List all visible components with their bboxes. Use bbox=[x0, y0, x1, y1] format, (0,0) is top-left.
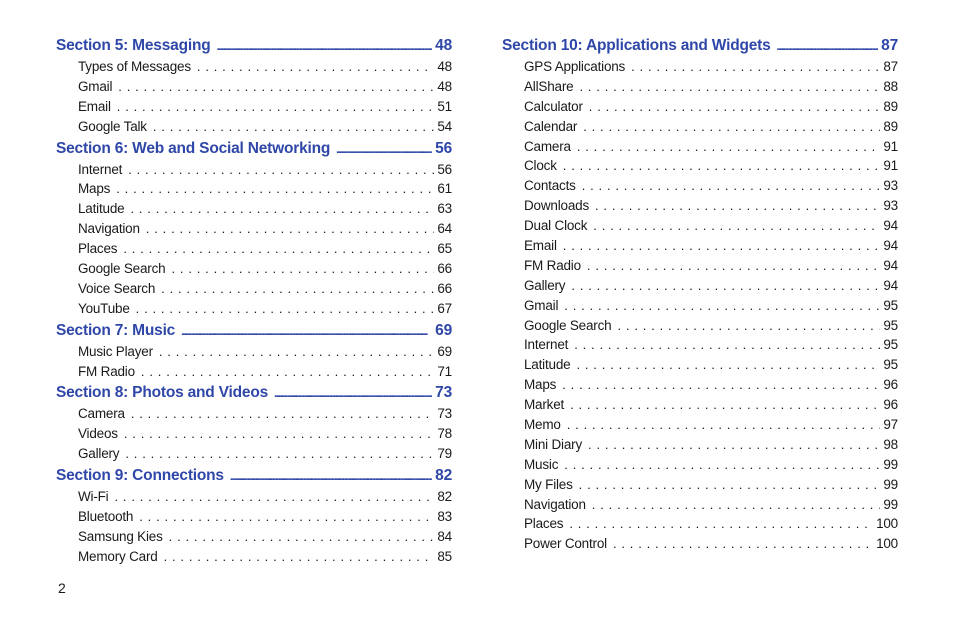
toc-entry-clock[interactable] bbox=[502, 156, 898, 176]
toc-entry-gallery[interactable] bbox=[56, 444, 452, 464]
dot-leader bbox=[570, 395, 880, 415]
entry-page-number: 83 bbox=[437, 509, 452, 525]
dot-leader bbox=[116, 179, 434, 199]
entry-title: YouTube bbox=[78, 300, 130, 316]
toc-entry-gps-applications[interactable] bbox=[502, 57, 898, 77]
toc-entry-mini-diary[interactable] bbox=[502, 435, 898, 455]
dot-leader bbox=[588, 435, 880, 455]
entry-title: Wi-Fi bbox=[78, 489, 109, 505]
entry-page-number: 99 bbox=[883, 476, 898, 492]
entry-page-number: 100 bbox=[876, 516, 898, 532]
entry-page-number: 71 bbox=[437, 363, 452, 379]
dot-leader bbox=[563, 236, 881, 256]
section-page-number: 82 bbox=[435, 467, 452, 485]
dot-leader bbox=[579, 77, 880, 97]
section-title: Section 10: Applications and Widgets bbox=[502, 37, 771, 54]
dot-leader bbox=[197, 57, 434, 77]
dot-leader bbox=[139, 507, 434, 527]
dot-leader bbox=[576, 355, 880, 375]
dot-leader bbox=[582, 176, 881, 196]
toc-entry-allshare[interactable] bbox=[502, 77, 898, 97]
entry-title: Music bbox=[524, 456, 559, 472]
dot-leader bbox=[613, 534, 873, 554]
entry-page-number: 94 bbox=[883, 238, 898, 254]
entry-title: AllShare bbox=[524, 78, 574, 94]
entry-page-number: 99 bbox=[883, 456, 898, 472]
toc-entry-fm-radio[interactable] bbox=[56, 362, 452, 382]
toc-entry-internet[interactable] bbox=[56, 160, 452, 180]
toc-entry-power-control[interactable] bbox=[502, 534, 898, 554]
entry-page-number: 99 bbox=[883, 496, 898, 512]
dot-leader bbox=[631, 57, 880, 77]
dot-leader bbox=[124, 424, 435, 444]
toc-entry-market[interactable] bbox=[502, 395, 898, 415]
toc-entry-places[interactable] bbox=[56, 239, 452, 259]
toc-entry-internet[interactable] bbox=[502, 335, 898, 355]
toc-entry-calendar[interactable] bbox=[502, 117, 898, 137]
entry-page-number: 79 bbox=[437, 446, 452, 462]
dot-leader bbox=[141, 362, 434, 382]
toc-entry-memory-card[interactable] bbox=[56, 547, 452, 567]
dot-leader bbox=[567, 415, 881, 435]
entry-page-number: 95 bbox=[883, 357, 898, 373]
toc-entry-latitude[interactable] bbox=[56, 199, 452, 219]
dot-leader bbox=[336, 139, 432, 160]
entry-page-number: 65 bbox=[437, 241, 452, 257]
dot-leader bbox=[159, 342, 435, 362]
dot-leader bbox=[136, 299, 435, 319]
entry-title: Calculator bbox=[524, 98, 583, 114]
entry-title: Navigation bbox=[78, 221, 140, 237]
entry-title: Email bbox=[524, 238, 557, 254]
dot-leader bbox=[161, 279, 434, 299]
section-title: Section 8: Photos and Videos bbox=[56, 384, 269, 402]
toc-entry-calculator[interactable] bbox=[502, 97, 898, 117]
entry-title: Dual Clock bbox=[524, 218, 588, 234]
toc-entry-music[interactable] bbox=[502, 455, 898, 475]
toc-entry-latitude[interactable] bbox=[502, 355, 898, 375]
toc-entry-google-search[interactable] bbox=[502, 316, 898, 336]
entry-title: Calendar bbox=[524, 118, 578, 134]
dot-leader bbox=[563, 156, 881, 176]
entry-title: My Files bbox=[524, 476, 573, 492]
entry-page-number: 97 bbox=[883, 417, 898, 433]
entry-title: Power Control bbox=[524, 536, 607, 552]
dot-leader bbox=[114, 487, 434, 507]
entry-page-number: 98 bbox=[883, 436, 898, 452]
entry-title: Maps bbox=[524, 377, 557, 393]
section-page-number: 56 bbox=[435, 139, 452, 157]
dot-leader bbox=[569, 514, 873, 534]
dot-leader bbox=[130, 199, 434, 219]
dot-leader bbox=[593, 216, 880, 236]
toc-entry-contacts[interactable] bbox=[502, 176, 898, 196]
entry-page-number: 88 bbox=[883, 78, 898, 94]
section-title: Section 6: Web and Social Networking bbox=[56, 139, 331, 157]
entry-page-number: 100 bbox=[876, 536, 898, 552]
toc-entry-memo[interactable] bbox=[502, 415, 898, 435]
entry-page-number: 93 bbox=[883, 198, 898, 214]
entry-title: Gallery bbox=[524, 277, 566, 293]
entry-page-number: 93 bbox=[883, 178, 898, 194]
entry-page-number: 66 bbox=[437, 280, 452, 296]
toc-section-section-8-photos-and-videos[interactable] bbox=[56, 382, 452, 404]
toc-section-section-6-web-and-social-networking[interactable] bbox=[56, 138, 452, 160]
dot-leader bbox=[274, 383, 432, 404]
section-page-number: 87 bbox=[881, 37, 898, 54]
toc-entry-fm-radio[interactable] bbox=[502, 256, 898, 276]
dot-leader bbox=[131, 404, 435, 424]
toc-entry-my-files[interactable] bbox=[502, 475, 898, 495]
dot-leader bbox=[117, 97, 435, 117]
toc-left-column bbox=[56, 34, 452, 567]
toc-entry-camera[interactable] bbox=[502, 137, 898, 157]
entry-title: Google Talk bbox=[78, 118, 147, 134]
toc-entry-email[interactable] bbox=[502, 236, 898, 256]
entry-page-number: 95 bbox=[883, 337, 898, 353]
entry-title: GPS Applications bbox=[524, 59, 626, 74]
dot-leader bbox=[169, 527, 435, 547]
entry-title: Places bbox=[524, 516, 564, 532]
toc-right-column bbox=[502, 34, 898, 554]
entry-title: Google Search bbox=[78, 261, 166, 277]
toc-entry-gallery[interactable] bbox=[502, 276, 898, 296]
dot-leader bbox=[564, 296, 880, 316]
toc-entry-dual-clock[interactable] bbox=[502, 216, 898, 236]
entry-title: Types of Messages bbox=[78, 59, 191, 74]
entry-page-number: 64 bbox=[437, 221, 452, 237]
toc-entry-bluetooth[interactable] bbox=[56, 507, 452, 527]
entry-page-number: 61 bbox=[437, 181, 452, 197]
dot-leader bbox=[562, 375, 880, 395]
dot-leader bbox=[164, 547, 435, 567]
entry-title: Camera bbox=[524, 138, 571, 154]
dot-leader bbox=[230, 466, 432, 487]
toc-entry-camera[interactable] bbox=[56, 404, 452, 424]
entry-page-number: 96 bbox=[883, 397, 898, 413]
entry-title: Contacts bbox=[524, 178, 576, 194]
toc-entry-maps[interactable] bbox=[502, 375, 898, 395]
entry-title: Gallery bbox=[78, 446, 120, 462]
dot-leader bbox=[579, 475, 881, 495]
toc-section-section-7-music[interactable] bbox=[56, 320, 452, 342]
dot-leader bbox=[128, 160, 434, 180]
entry-title: Mini Diary bbox=[524, 436, 583, 452]
section-title: Section 9: Connections bbox=[56, 467, 224, 485]
toc-section-section-9-connections[interactable] bbox=[56, 465, 452, 487]
dot-leader bbox=[125, 444, 434, 464]
dot-leader bbox=[123, 239, 434, 259]
entry-title: Voice Search bbox=[78, 280, 156, 296]
entry-page-number: 48 bbox=[437, 59, 452, 74]
entry-title: Samsung Kies bbox=[78, 528, 163, 544]
toc-entry-samsung-kies[interactable] bbox=[56, 527, 452, 547]
toc-entry-wi-fi[interactable] bbox=[56, 487, 452, 507]
entry-title: FM Radio bbox=[78, 363, 135, 379]
entry-page-number: 73 bbox=[437, 406, 452, 422]
entry-title: FM Radio bbox=[524, 257, 581, 273]
entry-page-number: 84 bbox=[437, 528, 452, 544]
entry-page-number: 66 bbox=[437, 261, 452, 277]
entry-page-number: 78 bbox=[437, 426, 452, 442]
entry-page-number: 89 bbox=[883, 118, 898, 134]
entry-title: Google Search bbox=[524, 317, 612, 333]
dot-leader bbox=[181, 321, 432, 342]
entry-page-number: 89 bbox=[883, 98, 898, 114]
entry-page-number: 91 bbox=[883, 158, 898, 174]
entry-page-number: 94 bbox=[883, 277, 898, 293]
entry-page-number: 91 bbox=[883, 138, 898, 154]
toc-entry-youtube[interactable] bbox=[56, 299, 452, 319]
toc-section-section-5-messaging[interactable] bbox=[56, 35, 452, 57]
entry-page-number: 82 bbox=[437, 489, 452, 505]
toc-entry-gmail[interactable] bbox=[56, 77, 452, 97]
entry-title: Market bbox=[524, 397, 565, 413]
dot-leader bbox=[587, 256, 880, 276]
entry-page-number: 56 bbox=[437, 161, 452, 177]
toc-entry-google-search[interactable] bbox=[56, 259, 452, 279]
entry-title: Email bbox=[78, 98, 111, 114]
dot-leader bbox=[595, 196, 880, 216]
dot-leader bbox=[574, 335, 880, 355]
entry-title: Camera bbox=[78, 406, 125, 422]
entry-title: Clock bbox=[524, 158, 557, 174]
entry-title: Latitude bbox=[524, 357, 571, 373]
toc-entry-email[interactable] bbox=[56, 97, 452, 117]
entry-title: Latitude bbox=[78, 201, 125, 217]
section-page-number: 73 bbox=[435, 384, 452, 402]
dot-leader bbox=[583, 117, 880, 137]
page-number: 2 bbox=[58, 580, 66, 596]
toc-entry-gmail[interactable] bbox=[502, 296, 898, 316]
toc-entry-voice-search[interactable] bbox=[56, 279, 452, 299]
entry-page-number: 63 bbox=[437, 201, 452, 217]
section-title: Section 7: Music bbox=[56, 321, 176, 339]
dot-leader bbox=[216, 36, 432, 57]
dot-leader bbox=[577, 137, 881, 157]
entry-title: Music Player bbox=[78, 343, 153, 359]
entry-title: Memory Card bbox=[78, 548, 158, 564]
entry-page-number: 54 bbox=[437, 118, 452, 134]
entry-title: Internet bbox=[78, 161, 123, 177]
dot-leader bbox=[118, 77, 434, 97]
entry-title: Gmail bbox=[78, 78, 113, 94]
dot-leader bbox=[589, 97, 881, 117]
section-page-number: 48 bbox=[435, 37, 452, 54]
entry-page-number: 94 bbox=[883, 218, 898, 234]
dot-leader bbox=[592, 495, 881, 515]
dot-leader bbox=[617, 316, 880, 336]
dot-leader bbox=[171, 259, 434, 279]
entry-page-number: 87 bbox=[883, 59, 898, 74]
entry-page-number: 96 bbox=[883, 377, 898, 393]
entry-page-number: 67 bbox=[437, 300, 452, 316]
entry-title: Videos bbox=[78, 426, 118, 442]
entry-page-number: 95 bbox=[883, 317, 898, 333]
entry-title: Gmail bbox=[524, 297, 559, 313]
section-page-number: 69 bbox=[435, 321, 452, 339]
toc-entry-types-of-messages[interactable] bbox=[56, 57, 452, 77]
entry-title: Downloads bbox=[524, 198, 589, 214]
entry-title: Internet bbox=[524, 337, 569, 353]
toc-entry-videos[interactable] bbox=[56, 424, 452, 444]
toc-entry-navigation[interactable] bbox=[502, 495, 898, 515]
entry-page-number: 95 bbox=[883, 297, 898, 313]
toc-entry-maps[interactable] bbox=[56, 179, 452, 199]
toc-entry-places[interactable] bbox=[502, 514, 898, 534]
dot-leader bbox=[777, 36, 879, 57]
entry-title: Maps bbox=[78, 181, 111, 197]
dot-leader bbox=[153, 117, 435, 137]
toc-entry-navigation[interactable] bbox=[56, 219, 452, 239]
toc-entry-music-player[interactable] bbox=[56, 342, 452, 362]
entry-page-number: 69 bbox=[437, 343, 452, 359]
dot-leader bbox=[146, 219, 435, 239]
entry-title: Memo bbox=[524, 417, 561, 433]
entry-title: Bluetooth bbox=[78, 509, 134, 525]
dot-leader bbox=[571, 276, 880, 296]
dot-leader bbox=[564, 455, 880, 475]
section-title: Section 5: Messaging bbox=[56, 37, 211, 54]
entry-page-number: 94 bbox=[883, 257, 898, 273]
entry-title: Navigation bbox=[524, 496, 586, 512]
entry-page-number: 85 bbox=[437, 548, 452, 564]
entry-page-number: 48 bbox=[437, 78, 452, 94]
toc-entry-downloads[interactable] bbox=[502, 196, 898, 216]
toc-entry-google-talk[interactable] bbox=[56, 117, 452, 137]
entry-page-number: 51 bbox=[437, 98, 452, 114]
toc-section-section-10-applications-and-widgets[interactable] bbox=[502, 35, 898, 57]
entry-title: Places bbox=[78, 241, 118, 257]
